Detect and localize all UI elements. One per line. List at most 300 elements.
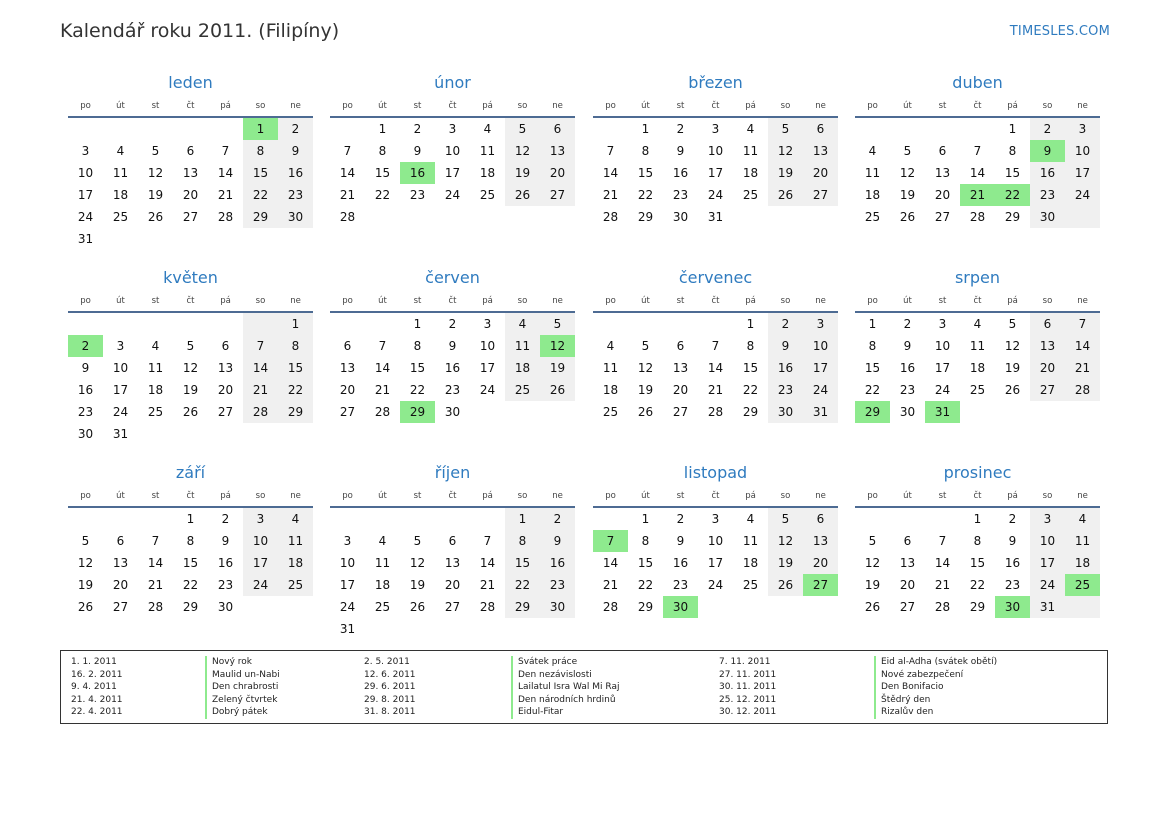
week-row [593, 313, 838, 335]
weekday-label: po [342, 296, 353, 306]
day-cell: 9 [81, 361, 90, 375]
day-cell: 4 [973, 317, 982, 331]
holiday-date: 27. 11. 2011 [719, 669, 777, 680]
day-cell: 18 [479, 166, 496, 180]
week-row [855, 335, 1100, 357]
day-cell: 31 [339, 622, 356, 636]
day-cell: 26 [182, 405, 199, 419]
holiday-day: 25 [1065, 574, 1100, 596]
week-row [855, 140, 1100, 162]
weekday-label: čt [186, 296, 195, 306]
weekday-label: pá [482, 296, 493, 306]
holiday-names-2 [511, 656, 619, 719]
weekday-label: st [676, 491, 685, 501]
day-cell: 14 [602, 556, 619, 570]
month-title: leden [168, 73, 213, 92]
month-prosinec [855, 462, 1100, 618]
day-cell: 5 [413, 534, 422, 548]
day-cell: 26 [77, 600, 94, 614]
day-cell: 5 [781, 512, 790, 526]
day-cell: 6 [816, 122, 825, 136]
week-row [855, 184, 1100, 206]
weekday-label: po [605, 296, 616, 306]
day-cell: 6 [816, 512, 825, 526]
weekday-label: po [867, 296, 878, 306]
day-cell: 18 [864, 188, 881, 202]
day-cell: 16 [77, 383, 94, 397]
day-cell: 3 [711, 512, 720, 526]
day-cell: 24 [707, 578, 724, 592]
day-cell: 9 [1008, 534, 1017, 548]
day-cell: 3 [343, 534, 352, 548]
day-cell: 1 [973, 512, 982, 526]
weekday-header [593, 100, 838, 118]
week-row [330, 140, 575, 162]
day-cell: 7 [151, 534, 160, 548]
weekday-label: čt [711, 491, 720, 501]
day-cell: 15 [969, 556, 986, 570]
day-cell: 14 [969, 166, 986, 180]
holiday-dates-1 [71, 656, 123, 719]
day-cell: 2 [221, 512, 230, 526]
month-title: srpen [954, 268, 1001, 287]
day-cell: 28 [252, 405, 269, 419]
day-cell: 23 [672, 188, 689, 202]
week-row [330, 184, 575, 206]
day-cell: 5 [553, 317, 562, 331]
day-cell: 30 [672, 210, 689, 224]
month-days [593, 508, 838, 618]
day-cell: 17 [339, 578, 356, 592]
holiday-date: 29. 8. 2011 [364, 694, 416, 705]
day-cell: 11 [969, 339, 986, 353]
week-row [855, 118, 1100, 140]
day-cell: 11 [374, 556, 391, 570]
week-row [593, 184, 838, 206]
weekday-label: pá [220, 296, 231, 306]
holiday-name: Eidul-Fitar [511, 706, 619, 719]
weekday-label: pá [482, 491, 493, 501]
week-row [855, 574, 1100, 596]
day-cell: 4 [1078, 512, 1087, 526]
month-days [593, 118, 838, 228]
day-cell: 24 [479, 383, 496, 397]
weekday-header [593, 490, 838, 508]
day-cell: 8 [378, 144, 387, 158]
day-cell: 19 [864, 578, 881, 592]
day-cell: 7 [483, 534, 492, 548]
day-cell: 3 [1078, 122, 1087, 136]
day-cell: 13 [672, 361, 689, 375]
holiday-day: 29 [400, 401, 435, 423]
week-row [68, 162, 313, 184]
day-cell: 5 [781, 122, 790, 136]
day-cell: 13 [217, 361, 234, 375]
day-cell: 24 [77, 210, 94, 224]
weekday-header [855, 490, 1100, 508]
day-cell: 3 [1043, 512, 1052, 526]
month-days [855, 118, 1100, 228]
week-row [68, 508, 313, 530]
day-cell: 15 [252, 166, 269, 180]
day-cell: 11 [742, 534, 759, 548]
weekday-label: čt [973, 101, 982, 111]
day-cell: 29 [637, 210, 654, 224]
day-cell: 26 [147, 210, 164, 224]
day-cell: 21 [602, 578, 619, 592]
weekday-label: ne [552, 491, 563, 501]
day-cell: 30 [77, 427, 94, 441]
week-row [855, 379, 1100, 401]
day-cell: 18 [147, 383, 164, 397]
day-cell: 19 [514, 166, 531, 180]
day-cell: 24 [339, 600, 356, 614]
holiday-name: Eid al-Adha (svátek obětí) [874, 656, 997, 669]
month-title: únor [434, 73, 471, 92]
holiday-day: 27 [803, 574, 838, 596]
weekday-label: st [413, 101, 422, 111]
day-cell: 28 [374, 405, 391, 419]
weekday-label: po [605, 491, 616, 501]
day-cell: 15 [742, 361, 759, 375]
weekday-label: ne [1077, 101, 1088, 111]
month-květen [68, 267, 313, 445]
holiday-day: 22 [995, 184, 1030, 206]
day-cell: 15 [409, 361, 426, 375]
day-cell: 3 [256, 512, 265, 526]
weekday-label: čt [448, 296, 457, 306]
day-cell: 8 [868, 339, 877, 353]
week-row [68, 206, 313, 228]
weekday-label: út [378, 101, 387, 111]
day-cell: 11 [147, 361, 164, 375]
holiday-day: 30 [995, 596, 1030, 618]
day-cell: 23 [444, 383, 461, 397]
month-days [68, 313, 313, 445]
weekday-label: čt [711, 296, 720, 306]
weekday-label: ne [290, 101, 301, 111]
holiday-date: 30. 11. 2011 [719, 682, 777, 693]
day-cell: 22 [287, 383, 304, 397]
holiday-name: Den chrabrosti [205, 681, 280, 694]
weekday-header [855, 295, 1100, 313]
weekday-label: pá [1007, 491, 1018, 501]
day-cell: 27 [934, 210, 951, 224]
day-cell: 19 [637, 383, 654, 397]
day-cell: 25 [147, 405, 164, 419]
day-cell: 15 [374, 166, 391, 180]
week-row [593, 335, 838, 357]
brand-link[interactable]: TIMESLES.COM [1009, 24, 1110, 39]
day-cell: 25 [602, 405, 619, 419]
weekday-label: st [676, 296, 685, 306]
day-cell: 23 [217, 578, 234, 592]
day-cell: 11 [287, 534, 304, 548]
day-cell: 23 [899, 383, 916, 397]
day-cell: 5 [518, 122, 527, 136]
week-row [330, 401, 575, 423]
day-cell: 3 [483, 317, 492, 331]
day-cell: 1 [291, 317, 300, 331]
week-row [68, 335, 313, 357]
weekday-label: čt [973, 296, 982, 306]
day-cell: 28 [602, 210, 619, 224]
day-cell: 29 [182, 600, 199, 614]
day-cell: 16 [287, 166, 304, 180]
day-cell: 13 [812, 144, 829, 158]
day-cell: 13 [812, 534, 829, 548]
day-cell: 13 [549, 144, 566, 158]
day-cell: 7 [606, 144, 615, 158]
week-row [593, 508, 838, 530]
day-cell: 11 [112, 166, 129, 180]
week-row [330, 162, 575, 184]
month-days [68, 118, 313, 250]
day-cell: 12 [147, 166, 164, 180]
day-cell: 21 [707, 383, 724, 397]
day-cell: 23 [549, 578, 566, 592]
day-cell: 10 [444, 144, 461, 158]
day-cell: 21 [374, 383, 391, 397]
day-cell: 27 [1039, 383, 1056, 397]
day-cell: 21 [1074, 361, 1091, 375]
day-cell: 25 [287, 578, 304, 592]
weekday-label: st [151, 101, 160, 111]
day-cell: 8 [291, 339, 300, 353]
week-row [593, 574, 838, 596]
day-cell: 26 [637, 405, 654, 419]
day-cell: 23 [287, 188, 304, 202]
weekday-label: so [1042, 296, 1053, 306]
weekday-label: út [116, 491, 125, 501]
weekday-label: út [116, 296, 125, 306]
weekday-label: po [867, 101, 878, 111]
day-cell: 10 [479, 339, 496, 353]
weekday-label: čt [186, 101, 195, 111]
day-cell: 22 [514, 578, 531, 592]
day-cell: 11 [742, 144, 759, 158]
day-cell: 31 [112, 427, 129, 441]
weekday-label: po [605, 101, 616, 111]
day-cell: 6 [903, 534, 912, 548]
weekday-label: so [780, 491, 791, 501]
week-row [593, 118, 838, 140]
day-cell: 18 [602, 383, 619, 397]
holiday-day: 2 [68, 335, 103, 357]
day-cell: 19 [77, 578, 94, 592]
weekday-label: po [867, 491, 878, 501]
day-cell: 15 [637, 556, 654, 570]
day-cell: 5 [903, 144, 912, 158]
day-cell: 12 [77, 556, 94, 570]
day-cell: 28 [339, 210, 356, 224]
day-cell: 29 [287, 405, 304, 419]
day-cell: 17 [1074, 166, 1091, 180]
day-cell: 6 [448, 534, 457, 548]
weekday-label: po [342, 101, 353, 111]
day-cell: 12 [409, 556, 426, 570]
weekday-label: čt [448, 491, 457, 501]
day-cell: 6 [676, 339, 685, 353]
day-cell: 22 [864, 383, 881, 397]
day-cell: 4 [746, 122, 755, 136]
weekday-header [330, 295, 575, 313]
weekday-label: út [641, 101, 650, 111]
week-row [855, 357, 1100, 379]
holiday-name: Nový rok [205, 656, 280, 669]
day-cell: 19 [182, 383, 199, 397]
day-cell: 18 [287, 556, 304, 570]
day-cell: 2 [553, 512, 562, 526]
day-cell: 13 [934, 166, 951, 180]
holiday-date: 22. 4. 2011 [71, 707, 123, 718]
day-cell: 26 [514, 188, 531, 202]
month-červenec [593, 267, 838, 423]
day-cell: 27 [672, 405, 689, 419]
weekday-label: út [378, 296, 387, 306]
day-cell: 25 [112, 210, 129, 224]
day-cell: 14 [1074, 339, 1091, 353]
weekday-label: so [255, 101, 266, 111]
holiday-date: 30. 12. 2011 [719, 707, 777, 718]
day-cell: 15 [182, 556, 199, 570]
month-title: listopad [683, 463, 748, 482]
month-duben [855, 72, 1100, 228]
weekday-label: pá [482, 101, 493, 111]
weekday-label: so [517, 491, 528, 501]
week-row [855, 162, 1100, 184]
day-cell: 15 [864, 361, 881, 375]
day-cell: 20 [812, 166, 829, 180]
weekday-label: so [780, 296, 791, 306]
week-row [855, 530, 1100, 552]
day-cell: 25 [514, 383, 531, 397]
day-cell: 8 [641, 144, 650, 158]
weekday-label: ne [552, 101, 563, 111]
month-červen [330, 267, 575, 423]
day-cell: 22 [969, 578, 986, 592]
holiday-date: 2. 5. 2011 [364, 657, 410, 667]
day-cell: 8 [746, 339, 755, 353]
day-cell: 8 [1008, 144, 1017, 158]
day-cell: 28 [707, 405, 724, 419]
month-days [593, 313, 838, 423]
day-cell: 18 [742, 166, 759, 180]
day-cell: 29 [514, 600, 531, 614]
day-cell: 18 [112, 188, 129, 202]
day-cell: 17 [112, 383, 129, 397]
day-cell: 11 [602, 361, 619, 375]
holiday-dates-3 [719, 656, 776, 719]
week-row [855, 313, 1100, 335]
day-cell: 9 [676, 534, 685, 548]
weekday-label: čt [711, 101, 720, 111]
day-cell: 18 [742, 556, 759, 570]
week-row [593, 379, 838, 401]
month-days [330, 118, 575, 228]
day-cell: 15 [1004, 166, 1021, 180]
day-cell: 20 [812, 556, 829, 570]
day-cell: 21 [602, 188, 619, 202]
week-row [593, 596, 838, 618]
weekday-label: út [116, 101, 125, 111]
weekday-label: út [378, 491, 387, 501]
day-cell: 24 [444, 188, 461, 202]
day-cell: 7 [711, 339, 720, 353]
day-cell: 3 [448, 122, 457, 136]
holiday-name: Svátek práce [511, 656, 619, 669]
day-cell: 2 [781, 317, 790, 331]
week-row [68, 357, 313, 379]
day-cell: 27 [112, 600, 129, 614]
day-cell: 22 [409, 383, 426, 397]
day-cell: 17 [707, 556, 724, 570]
day-cell: 17 [1039, 556, 1056, 570]
day-cell: 29 [252, 210, 269, 224]
day-cell: 1 [378, 122, 387, 136]
day-cell: 19 [777, 166, 794, 180]
day-cell: 4 [116, 144, 125, 158]
day-cell: 4 [518, 317, 527, 331]
holiday-date: 1. 1. 2011 [71, 657, 117, 667]
holiday-date: 29. 6. 2011 [364, 682, 416, 693]
weekday-label: po [80, 491, 91, 501]
weekday-header [855, 100, 1100, 118]
day-cell: 4 [606, 339, 615, 353]
day-cell: 15 [637, 166, 654, 180]
day-cell: 1 [746, 317, 755, 331]
day-cell: 13 [339, 361, 356, 375]
day-cell: 16 [672, 166, 689, 180]
weekday-label: út [903, 491, 912, 501]
day-cell: 4 [291, 512, 300, 526]
day-cell: 19 [147, 188, 164, 202]
day-cell: 10 [112, 361, 129, 375]
day-cell: 12 [864, 556, 881, 570]
weekday-header [68, 490, 313, 508]
day-cell: 28 [147, 600, 164, 614]
day-cell: 21 [147, 578, 164, 592]
weekday-label: út [641, 491, 650, 501]
day-cell: 2 [676, 512, 685, 526]
month-title: prosinec [943, 463, 1012, 482]
day-cell: 27 [182, 210, 199, 224]
day-cell: 14 [147, 556, 164, 570]
week-row [593, 530, 838, 552]
day-cell: 6 [938, 144, 947, 158]
month-title: duben [952, 73, 1003, 92]
day-cell: 22 [252, 188, 269, 202]
day-cell: 20 [549, 166, 566, 180]
day-cell: 26 [409, 600, 426, 614]
day-cell: 20 [217, 383, 234, 397]
month-title: červenec [678, 268, 753, 287]
month-listopad [593, 462, 838, 618]
day-cell: 5 [868, 534, 877, 548]
holiday-name: Zelený čtvrtek [205, 694, 280, 707]
weekday-label: st [413, 296, 422, 306]
holiday-day: 29 [855, 401, 890, 423]
day-cell: 22 [374, 188, 391, 202]
day-cell: 25 [969, 383, 986, 397]
day-cell: 11 [864, 166, 881, 180]
weekday-label: so [517, 101, 528, 111]
day-cell: 20 [1039, 361, 1056, 375]
day-cell: 27 [899, 600, 916, 614]
day-cell: 13 [444, 556, 461, 570]
holiday-name: Rizalův den [874, 706, 997, 719]
week-row [330, 596, 575, 618]
